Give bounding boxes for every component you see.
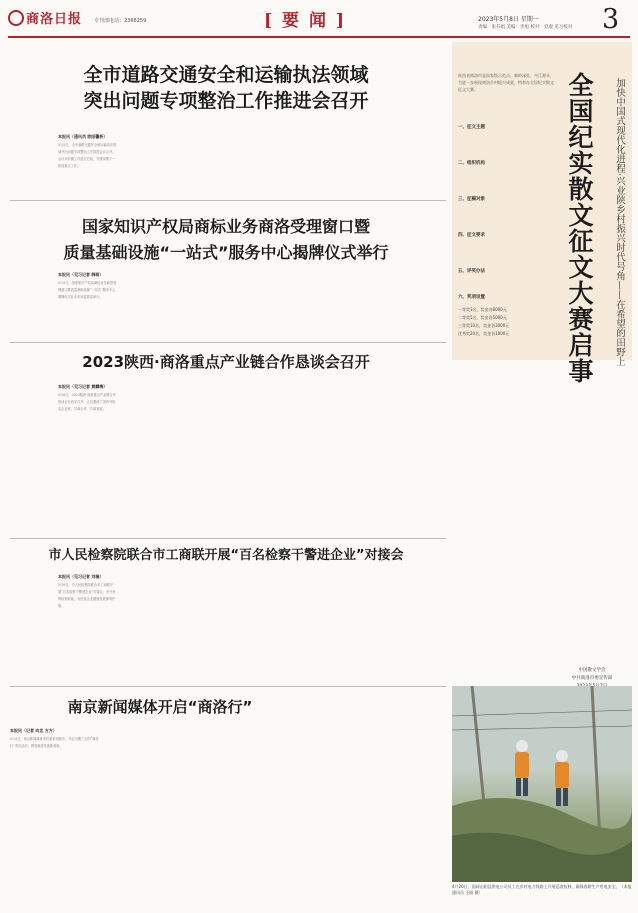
body-column bbox=[206, 272, 286, 336]
section-heading: 一、征文主题 bbox=[458, 125, 485, 130]
article-5-body: 5月5日，南京新闻媒体采访团来到我市，开启为期三天的“商洛行”采访活动，感受商洛发展新成就。 bbox=[10, 737, 99, 748]
article-3-headline: 2023陕西·商洛重点产业链合作恳谈会召开 bbox=[82, 353, 370, 371]
announcement-body bbox=[458, 362, 632, 662]
worker-figure bbox=[515, 740, 529, 796]
header-rule bbox=[8, 36, 630, 38]
date-line: 2023年5月8日 星期一 bbox=[478, 16, 539, 23]
logo-mark-icon bbox=[8, 10, 24, 26]
byline: 本报讯（见习记者 黄麟梅） bbox=[58, 384, 108, 389]
section-heading: 五、评奖办法 bbox=[458, 269, 485, 274]
prize-item: 三等奖10名，奖金各3000元 bbox=[458, 323, 510, 328]
photo-caption: 4月26日，国网山阳县供电公司员工在乡村电力线路上开展巡查检修，确保春耕生产用电安全。（本报通讯员 王丽 摄） bbox=[452, 884, 632, 895]
body-column bbox=[122, 134, 202, 194]
body-column bbox=[374, 384, 446, 534]
article-2-body: 5月5日，国家知识产权局商标业务商洛受理窗口暨质量基础设施“一站式”服务中心揭牌仪式在市市场监管局举行。 bbox=[58, 281, 117, 299]
section-heading: 三、征稿对象 bbox=[458, 197, 485, 202]
body-column bbox=[374, 134, 446, 194]
masthead bbox=[8, 6, 630, 36]
page-number: 3 bbox=[602, 4, 620, 35]
prize-item: 优秀奖20名，奖金各1000元 bbox=[458, 331, 510, 336]
body-column bbox=[10, 134, 54, 194]
editors-line: 责编：张芬娟 美编：李旭 校对：党淑 见习校对 bbox=[478, 25, 573, 30]
body-column bbox=[290, 134, 370, 194]
article-1-body: 5月5日，全市道路交通安全和运输执法领域突出问题专项整治工作推进会议召开。会议对前期工作进行总结，安排部署下一阶段重点工作。 bbox=[58, 143, 117, 168]
paper-name: 商洛日报 bbox=[26, 12, 83, 27]
pub-code: 专刊部电话：2368259 bbox=[94, 18, 147, 24]
utility-workers-illustration bbox=[452, 686, 632, 882]
org-name: 中共商洛市委宣传部 bbox=[571, 676, 613, 681]
section-heading: 六、奖项设置 bbox=[458, 295, 485, 300]
body-column bbox=[290, 272, 370, 336]
byline: 本报讯（记者 向忠 方方） bbox=[10, 728, 57, 733]
body-column bbox=[206, 574, 286, 682]
headline-line: 质量基础设施“一站式”服务中心揭牌仪式举行 bbox=[63, 243, 389, 262]
section-heading: 二、组织机构 bbox=[458, 161, 485, 166]
org-name: 中国散文学会 bbox=[578, 668, 606, 673]
body-column bbox=[290, 574, 370, 682]
body-column bbox=[374, 574, 446, 682]
body-column bbox=[122, 574, 202, 682]
byline: 本报讯（通讯员 欧阳馨桥） bbox=[58, 134, 108, 139]
body-column bbox=[290, 384, 370, 534]
announcement-subtitle: 加快中国式现代化进程·兴业陕乡村振兴时代号角——在希望的田野上 bbox=[614, 78, 625, 367]
body-column bbox=[122, 384, 202, 534]
article-2-headline bbox=[10, 214, 442, 266]
body-column bbox=[112, 728, 212, 906]
paper-logo bbox=[8, 8, 82, 27]
body-column bbox=[216, 728, 316, 906]
news-photo bbox=[452, 686, 632, 882]
separator bbox=[10, 538, 446, 539]
byline: 本报讯（见习记者 刘楠） bbox=[58, 574, 104, 579]
body-column bbox=[206, 384, 286, 534]
article-5-headline: 南京新闻媒体开启“商洛行” bbox=[67, 698, 253, 716]
article-1-headline bbox=[10, 62, 442, 114]
announcement-title: 全国纪实散文征文大赛启事 bbox=[565, 72, 594, 384]
prize-item: 一等奖3名，奖金各8000元 bbox=[458, 307, 507, 312]
byline: 本报讯（见习记者 韩萌） bbox=[58, 272, 104, 277]
prize-item: 二等奖5名，奖金各5000元 bbox=[458, 315, 507, 320]
body-column bbox=[320, 700, 446, 906]
section-title: [要闻] bbox=[264, 11, 355, 31]
separator bbox=[10, 342, 446, 343]
separator bbox=[10, 200, 446, 201]
article-4-headline: 市人民检察院联合市工商联开展“百名检察干警进企业”对接会 bbox=[48, 548, 404, 563]
announcement-lead: 陕西省商洛市是国家级示范点、秦岭深处、丹江源头，为进一步展现商洛乡村振兴成就，特举办全国纪实散文征文大赛。 bbox=[458, 73, 554, 92]
headline-line: 全市道路交通安全和运输执法领域 bbox=[83, 64, 369, 86]
article-3-body: 5月6日，2023陕西·商洛重点产业链合作恳谈会在西安召开。会议邀请了国内外知名企业家，共商合作、共谋发展。 bbox=[58, 393, 116, 411]
body-column bbox=[206, 134, 286, 194]
worker-figure bbox=[555, 750, 569, 806]
section-heading: 四、征文要求 bbox=[458, 233, 485, 238]
headline-line: 突出问题专项整治工作推进会召开 bbox=[83, 90, 369, 112]
announcement-sections bbox=[458, 110, 556, 338]
body-column bbox=[374, 272, 446, 336]
body-column bbox=[122, 272, 202, 336]
headline-line: 国家知识产权局商标业务商洛受理窗口暨 bbox=[81, 217, 370, 236]
article-4-body: 5月6日，市人民检察院联合市工商联开展“百名检察干警进企业”对接会，充分发挥检察职能，为民营企业健康发展保驾护航。 bbox=[58, 583, 116, 608]
separator bbox=[10, 686, 446, 687]
